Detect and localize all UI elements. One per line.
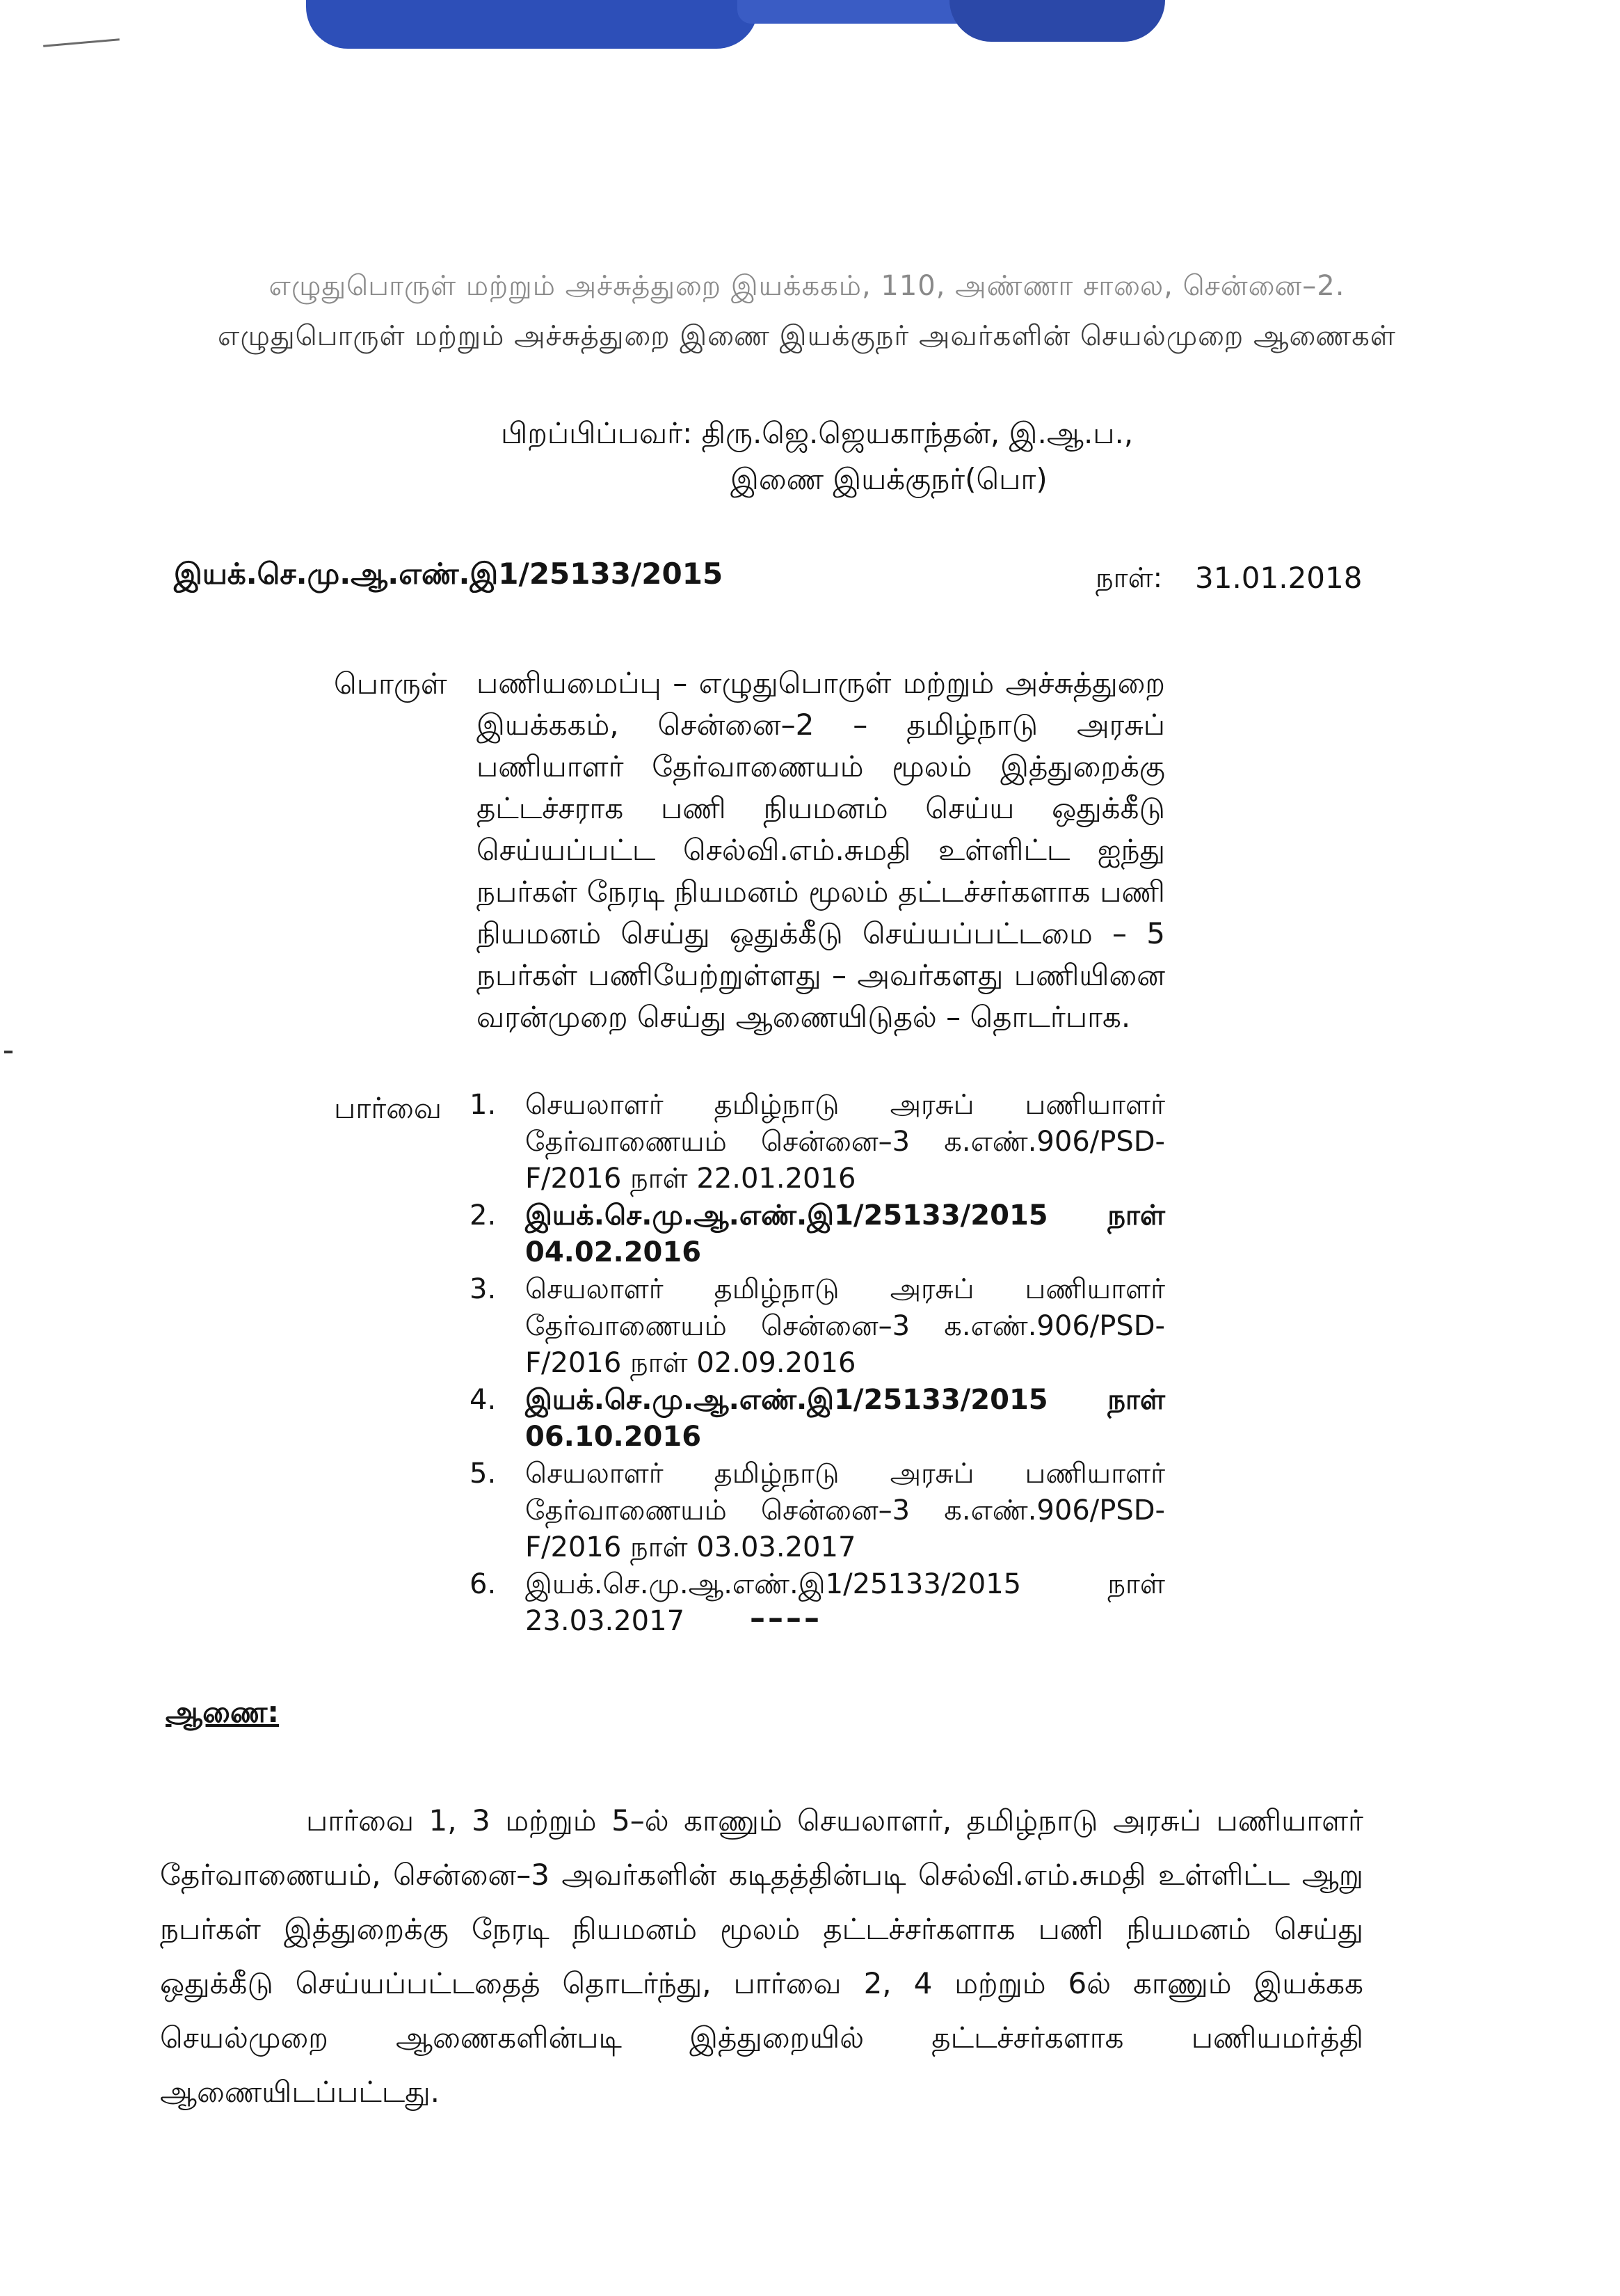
issuer-line: பிறப்பிப்பவர்: திரு.ஜெ.ஜெயகாந்தன், இ.ஆ.ப., xyxy=(501,416,1134,450)
pen-mark xyxy=(43,38,120,47)
binder-clip-right xyxy=(949,0,1165,42)
binder-clip-band xyxy=(737,0,974,24)
reference-number-6: 6. xyxy=(470,1568,497,1600)
reference-number-1: 1. xyxy=(470,1089,497,1121)
order-heading: ஆணை: xyxy=(166,1695,280,1729)
reference-number-2: 2. xyxy=(470,1199,497,1231)
reference-number-5: 5. xyxy=(470,1458,497,1490)
subject-label: பொருள் xyxy=(334,667,447,701)
references-list xyxy=(470,1087,1165,1640)
subject-text: பணியமைப்பு – எழுதுபொருள் மற்றும் அச்சுத்துறை இயக்ககம், சென்னை–2 – தமிழ்நாடு அரசுப் பணியாளர் தேர்வாணையம் மூலம் இத்துறைக்கு தட்டச்சராக பணி நியமனம் செய்ய ஒதுக்கீடு செய்யப்பட்ட செல்வி.எம்.சுமதி உள்ளிட்ட ஐந்து நபர்கள் நேரடி நியமனம் மூலம் தட்டச்சர்களாக பணி நியமனம் செய்து ஒதுக்கீடு செய்யப்பட்டமை – 5 நபர்கள் பணியேற்றுள்ளது – அவர்களது பணியினை வரன்முறை செய்து ஆணையிடுதல் – தொடர்பாக. xyxy=(476,666,1165,1034)
reference-text-5: செயலாளர் தமிழ்நாடு அரசுப் பணியாளர் தேர்வாணையம் சென்னை–3 க.எண்.906/PSD-F/2016 நாள் 03.03.2017 xyxy=(525,1458,1165,1563)
reference-number-3: 3. xyxy=(470,1273,497,1305)
reference-item xyxy=(470,1271,1165,1382)
binder-clip-left xyxy=(306,0,758,49)
reference-item xyxy=(470,1197,1165,1271)
letterhead-title: எழுதுபொருள் மற்றும் அச்சுத்துறை இணை இயக்குநர் அவர்களின் செயல்முறை ஆணைகள் xyxy=(218,320,1396,352)
reference-text-2: இயக்.செ.மு.ஆ.எண்.இ1/25133/2015 நாள் 04.02.2016 xyxy=(525,1199,1165,1268)
order-body: பார்வை 1, 3 மற்றும் 5–ல் காணும் செயலாளர், தமிழ்நாடு அரசுப் பணியாளர் தேர்வாணையம், சென்னை–3 அவர்களின் கடிதத்தின்படி செல்வி.எம்.சுமதி உள்ளிட்ட ஆறு நபர்கள் இத்துறைக்கு நேரடி நியமனம் மூலம் தட்டச்சர்களாக பணி நியமனம் செய்து ஒதுக்கீடு செய்யப்பட்டதைத் தொடர்ந்து, பார்வை 2, 4 மற்றும் 6ல் காணும் இயக்கக செயல்முறை ஆணைகளின்படி இத்துறையில் தட்டச்சர்களாக பணியமர்த்தி ஆணையிடப்பட்டது. xyxy=(160,1803,1363,2109)
section-divider: –––– xyxy=(750,1600,822,1636)
reference-number: இயக்.செ.மு.ஆ.எண்.இ1/25133/2015 xyxy=(174,557,723,591)
reference-text-6: இயக்.செ.மு.ஆ.எண்.இ1/25133/2015 நாள் 23.03.2017 xyxy=(525,1568,1165,1637)
reference-item xyxy=(470,1382,1165,1456)
reference-item xyxy=(470,1087,1165,1197)
reference-text-3: செயலாளர் தமிழ்நாடு அரசுப் பணியாளர் தேர்வாணையம் சென்னை–3 க.எண்.906/PSD-F/2016 நாள் 02.09.2016 xyxy=(525,1273,1165,1379)
reference-item xyxy=(470,1456,1165,1566)
date-label: நாள்: xyxy=(1096,562,1163,594)
reference-text-4: இயக்.செ.மு.ஆ.எண்.இ1/25133/2015 நாள் 06.10.2016 xyxy=(525,1384,1165,1453)
margin-mark xyxy=(4,1051,13,1053)
references-label: பார்வை xyxy=(334,1091,442,1125)
letterhead-address: எழுதுபொருள் மற்றும் அச்சுத்துறை இயக்ககம், 110, அண்ணா சாலை, சென்னை–2. xyxy=(268,270,1345,302)
date-value: 31.01.2018 xyxy=(1195,561,1363,595)
reference-number-4: 4. xyxy=(470,1384,497,1416)
reference-text-1: செயலாளர் தமிழ்நாடு அரசுப் பணியாளர் தேர்வாணையம் சென்னை–3 க.எண்.906/PSD-F/2016 நாள் 22.01.2016 xyxy=(525,1089,1165,1195)
issuer-designation: இணை இயக்குநர்(பொ) xyxy=(730,462,1048,496)
